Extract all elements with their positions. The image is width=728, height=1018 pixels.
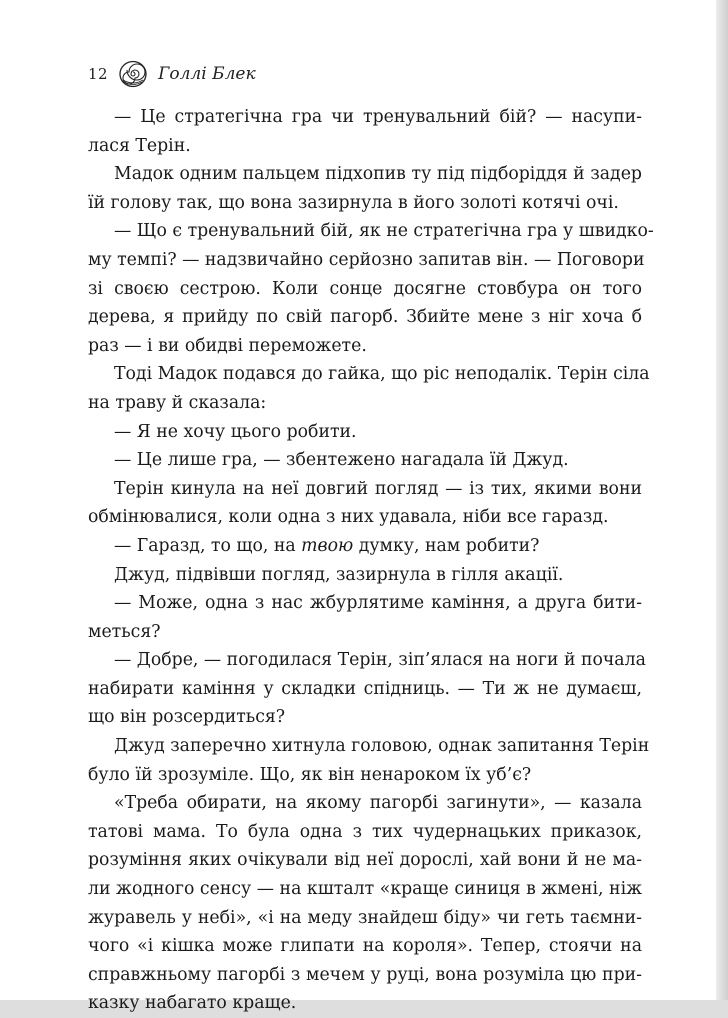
text-line: му темпі? — надзвичайно серйозно запитав він. — Поговори bbox=[88, 249, 645, 270]
text-line: їй голову так, що вона зазирнула в його золоті котячі очі. bbox=[88, 192, 619, 213]
text-line: Терін кинула на неї довгий погляд — із тих, якими вони bbox=[114, 478, 642, 499]
text-line: розуміння яких очікували від неї дорослі, хай вони й не ма- bbox=[88, 850, 642, 871]
text-line: Джуд, підвівши погляд, зазирнула в гілля акації. bbox=[114, 564, 564, 585]
text-line: набирати каміння у складки спідниць. — Ти ж не думаєш, bbox=[88, 678, 642, 699]
text-line: журавель у небі», «і на меду знайдеш біду» чи геть таємни- bbox=[88, 907, 642, 928]
text-line: чого «і кішка може глипати на короля». Тепер, стоячи на bbox=[88, 936, 642, 957]
text-line: меться? bbox=[88, 621, 161, 642]
text-line: — Добре, — погодилася Терін, зіп’ялася на ноги й почала bbox=[114, 650, 646, 671]
running-title: Голлі Блек bbox=[158, 64, 256, 84]
text-line: лася Терін. bbox=[88, 135, 191, 156]
text-line: Мадок одним пальцем підхопив ту під підборіддя й задер bbox=[114, 164, 642, 185]
page-number: 12 bbox=[88, 65, 109, 83]
text-line: ли жодного сенсу — на кшталт «краще синиця в жмені, ніж bbox=[88, 879, 642, 900]
text-line: — Я не хочу цього робити. bbox=[114, 421, 357, 442]
text-line: що він розсердиться? bbox=[88, 707, 286, 728]
text-line: — Це стратегічна гра чи тренувальний бій? — насупи- bbox=[114, 107, 642, 127]
text-line: раз — і ви обидві переможете. bbox=[88, 335, 367, 356]
spiral-shell-icon bbox=[118, 59, 148, 89]
text-line: дерева, я прийду по свій пагорб. Збийте мене з ніг хоча б bbox=[88, 307, 642, 328]
text-line: «Треба обирати, на якому пагорбі загинути», — казала bbox=[114, 793, 642, 814]
text-line: — Може, одна з нас жбурлятиме каміння, а друга бити- bbox=[114, 593, 642, 614]
text-line: — Це лише гра, — збентежено нагадала їй Джуд. bbox=[114, 450, 569, 471]
text-line: Джуд заперечно хитнула головою, однак запитання Терін bbox=[114, 736, 650, 757]
text-line: Тоді Мадок подався до гайка, що ріс неподалік. Терін сіла bbox=[114, 364, 650, 385]
text-line: на траву й сказала: bbox=[88, 392, 267, 413]
text-line: казку набагато краще. bbox=[88, 993, 297, 1014]
text-line: — Гаразд, то що, на твою думку, нам робити? bbox=[114, 535, 540, 556]
text-line: справжньому пагорбі з мечем у руці, вона розуміла цю при- bbox=[88, 964, 642, 985]
text-line: — Що є тренувальний бій, як не стратегічна гра у швидко- bbox=[114, 221, 654, 242]
running-header bbox=[88, 58, 256, 90]
text-line: обмінювалися, коли одна з них удавала, ніби все гаразд. bbox=[88, 507, 609, 528]
text-line: зі своєю сестрою. Коли сонце досягне стовбура он того bbox=[88, 278, 642, 299]
page-edge bbox=[716, 0, 728, 1000]
text-line: татові мама. То була одна з тих чудернацьких приказок, bbox=[88, 821, 642, 842]
text-line: було їй зрозуміле. Що, як він ненароком їх уб’є? bbox=[88, 764, 532, 785]
body-text bbox=[88, 103, 654, 1018]
